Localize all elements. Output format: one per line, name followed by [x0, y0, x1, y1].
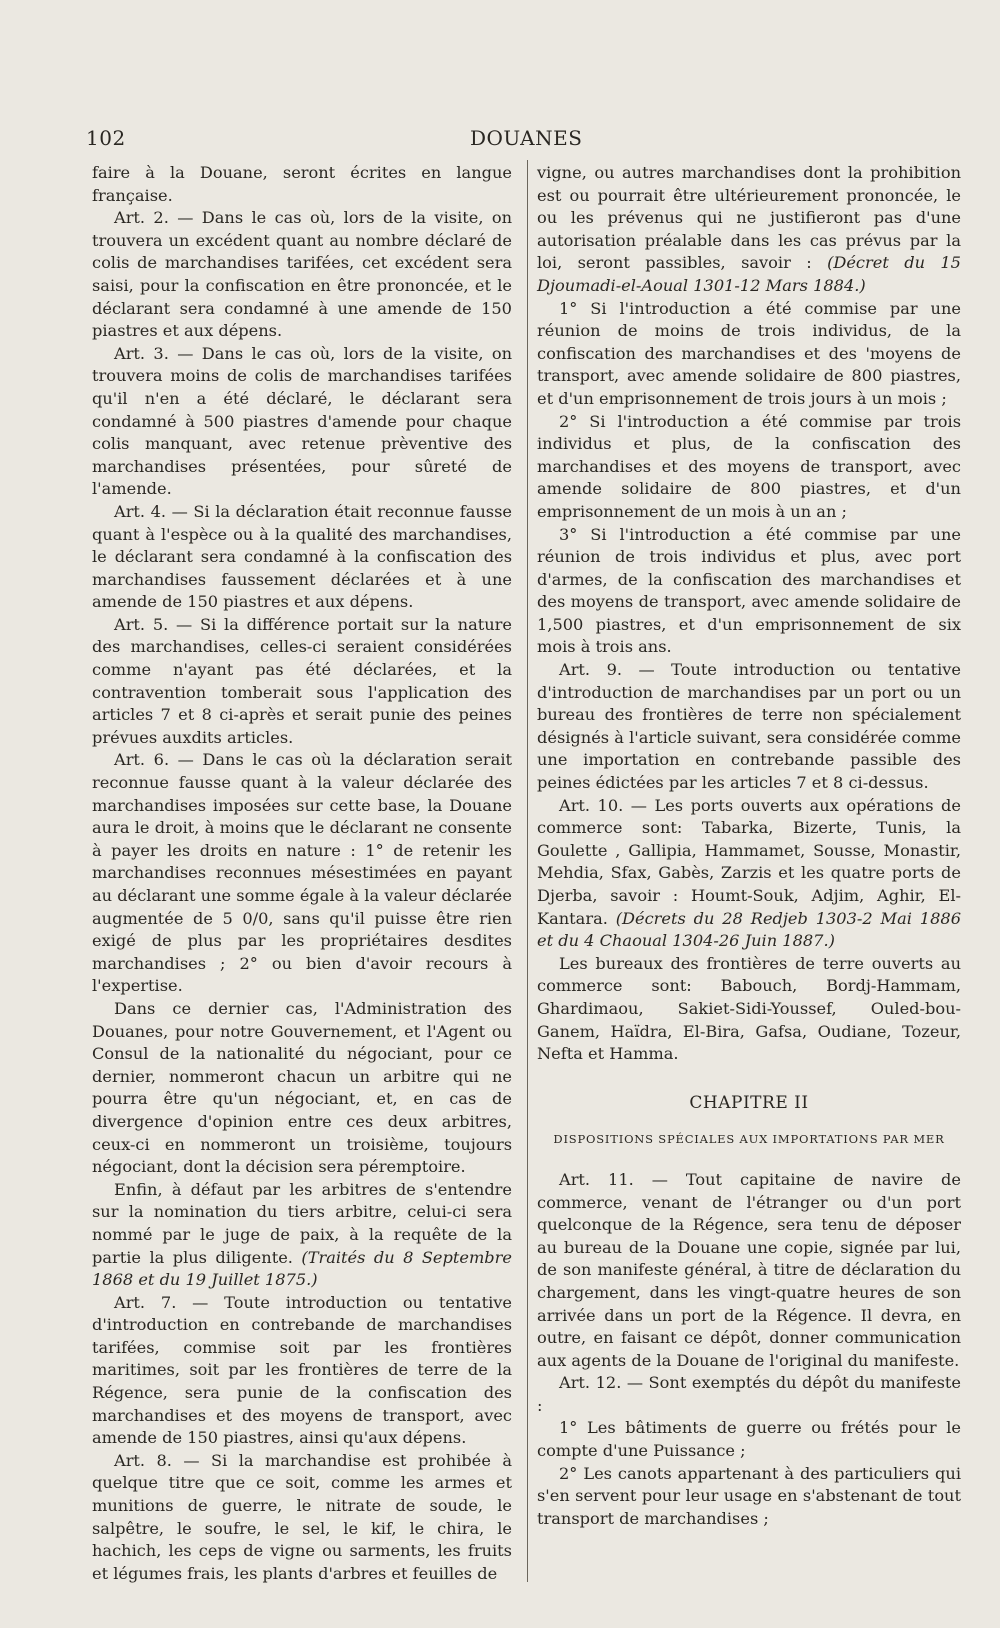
paragraph	[537, 298, 961, 411]
paragraph-text: faire à la Douane, seront écrites en langue française.	[92, 163, 512, 205]
right-column	[537, 162, 961, 1530]
paragraph-text: Art. 2. — Dans le cas où, lors de la visite, on trouvera un excédent quant au nombre déclaré de colis de marchandises tarifées, cet excédent sera saisi, pour la confiscation en être prononcée, et le déclarant sera condamné à une amende de 150 piastres et aux dépens.	[92, 208, 512, 341]
section-heading	[537, 1128, 961, 1151]
paragraph-text: Art. 12. — Sont exemptés du dépôt du manifeste :	[537, 1373, 961, 1415]
paragraph	[537, 1169, 961, 1372]
paragraph-text: Art. 6. — Dans le cas où la déclaration serait reconnue fausse quant à la valeur déclarée des marchandises imposées sur cette base, la Douane aura le droit, à moins que le déclarant ne consente à payer les droits en nature : 1° de retenir les marchandises reconnues mésestimées en payant au déclarant une somme égale à la valeur déclarée augmentée de 5 0/0, sans qu'il puisse être rien exigé de plus par les propriétaires desdites marchandises ; 2° ou bien d'avoir recours à l'expertise.	[92, 750, 512, 996]
paragraph-text: Art. 10. — Les ports ouverts aux opérations de commerce sont: Tabarka, Bizerte, Tunis, la Goulette , Gallipia, Hammamet, Sousse, Monastir, Mehdia, Sfax, Gabès, Zarzis et les quatre ports de Djerba, savoir : Houmt-Souk, Adjim, Aghir, El-Kantara.	[537, 795, 961, 928]
paragraph-text: Art. 5. — Si la différence portait sur la nature des marchandises, celles-ci seraient considérées comme n'ayant pas été déclarées, et la contravention tomberait sous l'application des articles 7 et 8 ci-après et serait punie des peines prévues auxdits articles.	[92, 614, 512, 747]
paragraph	[537, 1463, 961, 1531]
paragraph-text: DISPOSITIONS SPÉCIALES AUX IMPORTATIONS PAR MER	[553, 1132, 945, 1147]
paragraph	[92, 1450, 512, 1586]
paragraph	[92, 1179, 512, 1292]
paragraph	[537, 795, 961, 953]
page-number: 102	[86, 126, 126, 150]
paragraph	[537, 1417, 961, 1462]
paragraph	[92, 162, 512, 207]
paragraph	[92, 998, 512, 1179]
paragraph	[537, 953, 961, 1066]
paragraph-text: 3° Si l'introduction a été commise par une réunion de trois individus et plus, avec port d'armes, de la confiscation des marchandises et des moyens de transport, avec amende solidaire de 1,500 piastres, et d'un emprisonnement de six mois à trois ans.	[537, 524, 961, 657]
citation: (Décrets du 28 Redjeb 1303-2 Mai 1886 et du 4 Chaoual 1304-26 Juin 1887.)	[537, 908, 961, 951]
paragraph-text: 1° Les bâtiments de guerre ou frétés pour le compte d'une Puissance ;	[537, 1418, 961, 1461]
paragraph-text: Art. 11. — Tout capitaine de navire de commerce, venant de l'étranger ou d'un port quelconque de la Régence, sera tenu de déposer au bureau de la Douane une copie, signée par lui, de son manifeste général, à titre de déclaration du chargement, dans les vingt-quatre heures de son arrivée dans un port de la Régence. Il devra, en outre, en faisant ce dépôt, donner communication aux agents de la Douane de l'original du manifeste.	[537, 1169, 961, 1370]
running-title: DOUANES	[470, 126, 583, 150]
paragraph	[92, 501, 512, 614]
column-divider	[527, 160, 528, 1582]
paragraph	[537, 411, 961, 524]
paragraph	[537, 1372, 961, 1417]
paragraph-text: Enfin, à défaut par les arbitres de s'entendre sur la nomination du tiers arbitre, celui-ci sera nommé par le juge de paix, à la requête de la partie la plus diligente.	[92, 1179, 512, 1267]
paragraph-text: Art. 8. — Si la marchandise est prohibée à quelque titre que ce soit, comme les armes et munitions de guerre, le nitrate de soude, le salpêtre, le soufre, le sel, le kif, le chira, le hachich, les ceps de vigne ou sarments, les fruits et légumes frais, les plants d'arbres et feuilles de	[92, 1450, 512, 1583]
paragraph-text: 2° Si l'introduction a été commise par trois individus et plus, de la confiscation des marchandises et des moyens de transport, avec amende solidaire de 800 piastres, et d'un emprisonnement de un mois à un an ;	[537, 411, 961, 521]
left-column	[92, 162, 512, 1585]
paragraph-text: 2° Les canots appartenant à des particuliers qui s'en servent pour leur usage en s'abstenant de tout transport de marchandises ;	[537, 1463, 961, 1528]
paragraph-text: Art. 9. — Toute introduction ou tentative d'introduction de marchandises par un port ou un bureau des frontières de terre non spécialement désignés à l'article suivant, sera considérée comme une importation en contrebande passible des peines édictées par les articles 7 et 8 ci-dessus.	[537, 660, 961, 793]
paragraph	[92, 614, 512, 750]
paragraph-text: Art. 4. — Si la déclaration était reconnue fausse quant à l'espèce ou à la qualité des marchandises, le déclarant sera condamné à la confiscation des marchandises faussement déclarées et à une amende de 150 piastres et aux dépens.	[92, 501, 512, 612]
paragraph	[537, 524, 961, 660]
paragraph	[92, 343, 512, 501]
paragraph-text: CHAPITRE II	[689, 1092, 809, 1113]
paragraph-text: vigne, ou autres marchandises dont la prohibition est ou pourrait être ultérieurement prononcée, le ou les prévenus qui ne justifieront pas d'une autorisation préalable dans les cas prévus par la loi, seront passibles, savoir :	[537, 163, 961, 273]
paragraph	[537, 659, 961, 795]
paragraph-text: Dans ce dernier cas, l'Administration des Douanes, pour notre Gouvernement, et l'Agent ou Consul de la nationalité du négociant, pour ce dernier, nommeront chacun un arbitre qui ne pourra être qu'un négociant, et, en cas de divergence d'opinion entre ces deux arbitres, ceux-ci en nommeront un troisième, toujours négociant, dont la décision sera péremptoire.	[92, 998, 512, 1177]
paragraph-text: Art. 7. — Toute introduction ou tentative d'introduction en contrebande de marchandises tarifées, commise soit par les frontières maritimes, soit par les frontières de terre de la Régence, sera punie de la confiscation des marchandises et des moyens de transport, avec amende de 150 piastres, ainsi qu'aux dépens.	[92, 1292, 512, 1448]
chapter-heading	[537, 1092, 961, 1115]
paragraph	[92, 207, 512, 343]
citation: (Traités du 8 Septembre 1868 et du 19 Juillet 1875.)	[92, 1247, 512, 1290]
citation: (Décret du 15 Djoumadi-el-Aoual 1301-12 Mars 1884.)	[537, 253, 961, 295]
paragraph-text: 1° Si l'introduction a été commise par une réunion de moins de trois individus, de la confiscation des marchandises et des 'moyens de transport, avec amende solidaire de 800 piastres, et d'un emprisonnement de trois jours à un mois ;	[537, 298, 961, 408]
paragraph	[92, 1292, 512, 1450]
paragraph-text: Art. 3. — Dans le cas où, lors de la visite, on trouvera moins de colis de marchandises tarifées qu'il n'en a été déclaré, le déclarant sera condamné à 500 piastres d'amende pour chaque colis manquant, avec retenue prèventive des marchandises présentées, pour sûreté de l'amende.	[92, 343, 512, 499]
paragraph	[537, 162, 961, 298]
paragraph-text: Les bureaux des frontières de terre ouverts au commerce sont: Babouch, Bordj-Hammam, Ghardimaou, Sakiet-Sidi-Youssef, Ouled-bou-Ganem, Haïdra, El-Bira, Gafsa, Oudiane, Tozeur, Nefta et Hamma.	[537, 953, 961, 1064]
paragraph	[92, 749, 512, 998]
